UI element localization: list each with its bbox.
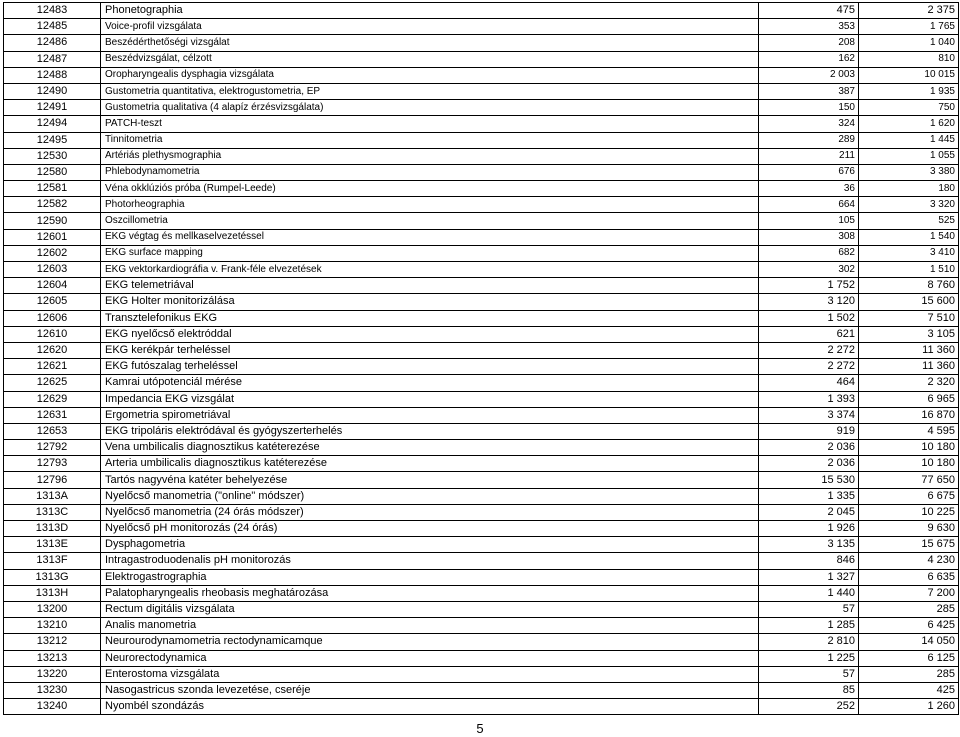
value-a-cell: 1 327 [759, 569, 859, 585]
code-cell: 12610 [4, 326, 101, 342]
code-cell: 12796 [4, 472, 101, 488]
name-cell: Impedancia EKG vizsgálat [101, 391, 759, 407]
table-row [4, 634, 959, 650]
table-row [4, 326, 959, 342]
value-a-cell: 3 374 [759, 407, 859, 423]
value-a-cell: 1 335 [759, 488, 859, 504]
name-cell: Transztelefonikus EKG [101, 310, 759, 326]
table-row [4, 699, 959, 715]
value-a-cell: 2 003 [759, 67, 859, 83]
code-cell: 13200 [4, 601, 101, 617]
code-cell: 13230 [4, 682, 101, 698]
value-a-cell: 846 [759, 553, 859, 569]
code-cell: 12621 [4, 359, 101, 375]
name-cell: Phlebodynamometria [101, 164, 759, 180]
name-cell: Nasogastricus szonda levezetése, cseréje [101, 682, 759, 698]
value-a-cell: 1 285 [759, 618, 859, 634]
value-a-cell: 475 [759, 3, 859, 19]
value-a-cell: 289 [759, 132, 859, 148]
value-a-cell: 1 502 [759, 310, 859, 326]
code-cell: 1313A [4, 488, 101, 504]
name-cell: EKG vektorkardiográfia v. Frank-féle elvezetések [101, 262, 759, 278]
table-row [4, 342, 959, 358]
table-row [4, 553, 959, 569]
value-a-cell: 57 [759, 666, 859, 682]
code-cell: 12604 [4, 278, 101, 294]
code-cell: 12793 [4, 456, 101, 472]
value-a-cell: 57 [759, 601, 859, 617]
page-number: 5 [476, 721, 484, 736]
name-cell: EKG nyelőcső elektróddal [101, 326, 759, 342]
table-row [4, 245, 959, 261]
value-b-cell: 750 [859, 100, 959, 116]
table-row [4, 601, 959, 617]
value-a-cell: 324 [759, 116, 859, 132]
name-cell: Oszcillometria [101, 213, 759, 229]
value-a-cell: 3 135 [759, 537, 859, 553]
table-row [4, 19, 959, 35]
name-cell: Neurorectodynamica [101, 650, 759, 666]
name-cell: Intragastroduodenalis pH monitorozás [101, 553, 759, 569]
code-cell: 12653 [4, 423, 101, 439]
code-cell: 12495 [4, 132, 101, 148]
table-row [4, 3, 959, 19]
table-row [4, 423, 959, 439]
code-cell: 12590 [4, 213, 101, 229]
name-cell: Oropharyngealis dysphagia vizsgálata [101, 67, 759, 83]
table-row [4, 521, 959, 537]
name-cell: EKG tripoláris elektródával és gyógyszerterhelés [101, 423, 759, 439]
table-row [4, 213, 959, 229]
code-cell: 12494 [4, 116, 101, 132]
code-cell: 12631 [4, 407, 101, 423]
value-a-cell: 621 [759, 326, 859, 342]
code-cell: 13213 [4, 650, 101, 666]
code-cell: 12601 [4, 229, 101, 245]
table-row [4, 375, 959, 391]
value-a-cell: 1 752 [759, 278, 859, 294]
code-cell: 13240 [4, 699, 101, 715]
table-row [4, 585, 959, 601]
value-a-cell: 2 810 [759, 634, 859, 650]
value-b-cell: 3 380 [859, 164, 959, 180]
value-a-cell: 1 440 [759, 585, 859, 601]
code-cell: 12605 [4, 294, 101, 310]
table-row [4, 83, 959, 99]
table-row [4, 51, 959, 67]
table-row [4, 569, 959, 585]
name-cell: Beszédérthetőségi vizsgálat [101, 35, 759, 51]
value-a-cell: 308 [759, 229, 859, 245]
value-b-cell: 1 040 [859, 35, 959, 51]
name-cell: Gustometria quantitativa, elektrogustometria, EP [101, 83, 759, 99]
value-b-cell: 4 230 [859, 553, 959, 569]
value-b-cell: 285 [859, 601, 959, 617]
value-a-cell: 919 [759, 423, 859, 439]
code-cell: 1313F [4, 553, 101, 569]
value-b-cell: 10 225 [859, 504, 959, 520]
value-a-cell: 15 530 [759, 472, 859, 488]
value-b-cell: 3 320 [859, 197, 959, 213]
value-a-cell: 252 [759, 699, 859, 715]
value-b-cell: 1 765 [859, 19, 959, 35]
name-cell: Gustometria qualitativa (4 alapíz érzésvizsgálata) [101, 100, 759, 116]
table-row [4, 537, 959, 553]
value-a-cell: 1 225 [759, 650, 859, 666]
value-a-cell: 676 [759, 164, 859, 180]
name-cell: Phonetographia [101, 3, 759, 19]
name-cell: Palatopharyngealis rheobasis meghatározása [101, 585, 759, 601]
code-cell: 12625 [4, 375, 101, 391]
value-b-cell: 3 410 [859, 245, 959, 261]
value-a-cell: 302 [759, 262, 859, 278]
value-b-cell: 6 125 [859, 650, 959, 666]
table-row [4, 682, 959, 698]
code-cell: 13210 [4, 618, 101, 634]
code-cell: 12603 [4, 262, 101, 278]
name-cell: EKG telemetriával [101, 278, 759, 294]
code-cell: 12491 [4, 100, 101, 116]
value-b-cell: 6 965 [859, 391, 959, 407]
value-b-cell: 77 650 [859, 472, 959, 488]
table-row [4, 229, 959, 245]
value-b-cell: 810 [859, 51, 959, 67]
name-cell: Kamrai utópotenciál mérése [101, 375, 759, 391]
code-cell: 12792 [4, 440, 101, 456]
table-row [4, 666, 959, 682]
code-cell: 1313E [4, 537, 101, 553]
value-a-cell: 2 036 [759, 440, 859, 456]
value-a-cell: 150 [759, 100, 859, 116]
value-b-cell: 7 510 [859, 310, 959, 326]
table-row [4, 164, 959, 180]
value-b-cell: 1 540 [859, 229, 959, 245]
table-row [4, 132, 959, 148]
value-a-cell: 105 [759, 213, 859, 229]
value-a-cell: 211 [759, 148, 859, 164]
value-b-cell: 10 015 [859, 67, 959, 83]
value-a-cell: 2 036 [759, 456, 859, 472]
value-a-cell: 1 926 [759, 521, 859, 537]
table-row [4, 310, 959, 326]
value-b-cell: 6 425 [859, 618, 959, 634]
value-b-cell: 425 [859, 682, 959, 698]
value-a-cell: 387 [759, 83, 859, 99]
table-row [4, 650, 959, 666]
code-cell: 1313G [4, 569, 101, 585]
code-cell: 12602 [4, 245, 101, 261]
value-b-cell: 6 675 [859, 488, 959, 504]
value-b-cell: 8 760 [859, 278, 959, 294]
name-cell: Rectum digitális vizsgálata [101, 601, 759, 617]
value-a-cell: 85 [759, 682, 859, 698]
value-a-cell: 353 [759, 19, 859, 35]
code-cell: 12606 [4, 310, 101, 326]
table-row [4, 67, 959, 83]
table-row [4, 440, 959, 456]
name-cell: Beszédvizsgálat, célzott [101, 51, 759, 67]
value-b-cell: 10 180 [859, 456, 959, 472]
name-cell: Artériás plethysmographia [101, 148, 759, 164]
code-cell: 12490 [4, 83, 101, 99]
value-b-cell: 11 360 [859, 342, 959, 358]
code-cell: 13212 [4, 634, 101, 650]
value-b-cell: 11 360 [859, 359, 959, 375]
name-cell: EKG futószalag terheléssel [101, 359, 759, 375]
code-cell: 12620 [4, 342, 101, 358]
value-a-cell: 2 045 [759, 504, 859, 520]
code-cell: 12581 [4, 181, 101, 197]
table-row [4, 504, 959, 520]
value-b-cell: 14 050 [859, 634, 959, 650]
name-cell: Nyelőcső manometria ("online" módszer) [101, 488, 759, 504]
value-b-cell: 285 [859, 666, 959, 682]
value-b-cell: 180 [859, 181, 959, 197]
table-row [4, 35, 959, 51]
name-cell: EKG Holter monitorizálása [101, 294, 759, 310]
value-b-cell: 16 870 [859, 407, 959, 423]
table-row [4, 456, 959, 472]
code-cell: 12582 [4, 197, 101, 213]
value-a-cell: 2 272 [759, 359, 859, 375]
name-cell: Enterostoma vizsgálata [101, 666, 759, 682]
value-b-cell: 3 105 [859, 326, 959, 342]
value-a-cell: 208 [759, 35, 859, 51]
value-b-cell: 1 260 [859, 699, 959, 715]
table-row [4, 197, 959, 213]
value-b-cell: 525 [859, 213, 959, 229]
name-cell: Voice-profil vizsgálata [101, 19, 759, 35]
name-cell: EKG surface mapping [101, 245, 759, 261]
value-a-cell: 1 393 [759, 391, 859, 407]
table-row [4, 391, 959, 407]
name-cell: Photorheographia [101, 197, 759, 213]
name-cell: Véna okklúziós próba (Rumpel-Leede) [101, 181, 759, 197]
value-a-cell: 36 [759, 181, 859, 197]
value-a-cell: 162 [759, 51, 859, 67]
code-cell: 12580 [4, 164, 101, 180]
table-row [4, 488, 959, 504]
name-cell: Elektrogastrographia [101, 569, 759, 585]
code-cell: 1313H [4, 585, 101, 601]
value-b-cell: 9 630 [859, 521, 959, 537]
table-row [4, 294, 959, 310]
value-b-cell: 7 200 [859, 585, 959, 601]
name-cell: Nyelőcső manometria (24 órás módszer) [101, 504, 759, 520]
code-cell: 1313C [4, 504, 101, 520]
table-row [4, 181, 959, 197]
table-row [4, 472, 959, 488]
value-b-cell: 4 595 [859, 423, 959, 439]
name-cell: Nyombél szondázás [101, 699, 759, 715]
table-row [4, 116, 959, 132]
name-cell: Dysphagometria [101, 537, 759, 553]
code-cell: 1313D [4, 521, 101, 537]
name-cell: Ergometria spirometriával [101, 407, 759, 423]
code-cell: 12629 [4, 391, 101, 407]
value-a-cell: 3 120 [759, 294, 859, 310]
name-cell: EKG kerékpár terheléssel [101, 342, 759, 358]
table-row [4, 407, 959, 423]
name-cell: PATCH-teszt [101, 116, 759, 132]
code-cell: 12530 [4, 148, 101, 164]
table-row [4, 148, 959, 164]
table-row [4, 618, 959, 634]
value-b-cell: 1 935 [859, 83, 959, 99]
name-cell: Arteria umbilicalis diagnosztikus katéterezése [101, 456, 759, 472]
code-cell: 12486 [4, 35, 101, 51]
value-a-cell: 464 [759, 375, 859, 391]
value-b-cell: 1 620 [859, 116, 959, 132]
name-cell: Nyelőcső pH monitorozás (24 órás) [101, 521, 759, 537]
fee-schedule-table [3, 2, 959, 715]
value-a-cell: 664 [759, 197, 859, 213]
table-body [4, 3, 959, 715]
table-row [4, 278, 959, 294]
value-b-cell: 10 180 [859, 440, 959, 456]
value-b-cell: 1 510 [859, 262, 959, 278]
table-row [4, 359, 959, 375]
value-a-cell: 2 272 [759, 342, 859, 358]
name-cell: Tinnitometria [101, 132, 759, 148]
name-cell: EKG végtag és mellkaselvezetéssel [101, 229, 759, 245]
value-b-cell: 1 055 [859, 148, 959, 164]
value-b-cell: 6 635 [859, 569, 959, 585]
value-a-cell: 682 [759, 245, 859, 261]
value-b-cell: 15 600 [859, 294, 959, 310]
name-cell: Neurourodynamometria rectodynamicamque [101, 634, 759, 650]
code-cell: 12487 [4, 51, 101, 67]
name-cell: Tartós nagyvéna katéter behelyezése [101, 472, 759, 488]
code-cell: 12485 [4, 19, 101, 35]
name-cell: Analis manometria [101, 618, 759, 634]
value-b-cell: 15 675 [859, 537, 959, 553]
table-row [4, 262, 959, 278]
code-cell: 12483 [4, 3, 101, 19]
value-b-cell: 2 375 [859, 3, 959, 19]
table-row [4, 100, 959, 116]
value-b-cell: 2 320 [859, 375, 959, 391]
code-cell: 13220 [4, 666, 101, 682]
code-cell: 12488 [4, 67, 101, 83]
value-b-cell: 1 445 [859, 132, 959, 148]
name-cell: Vena umbilicalis diagnosztikus katéterezése [101, 440, 759, 456]
